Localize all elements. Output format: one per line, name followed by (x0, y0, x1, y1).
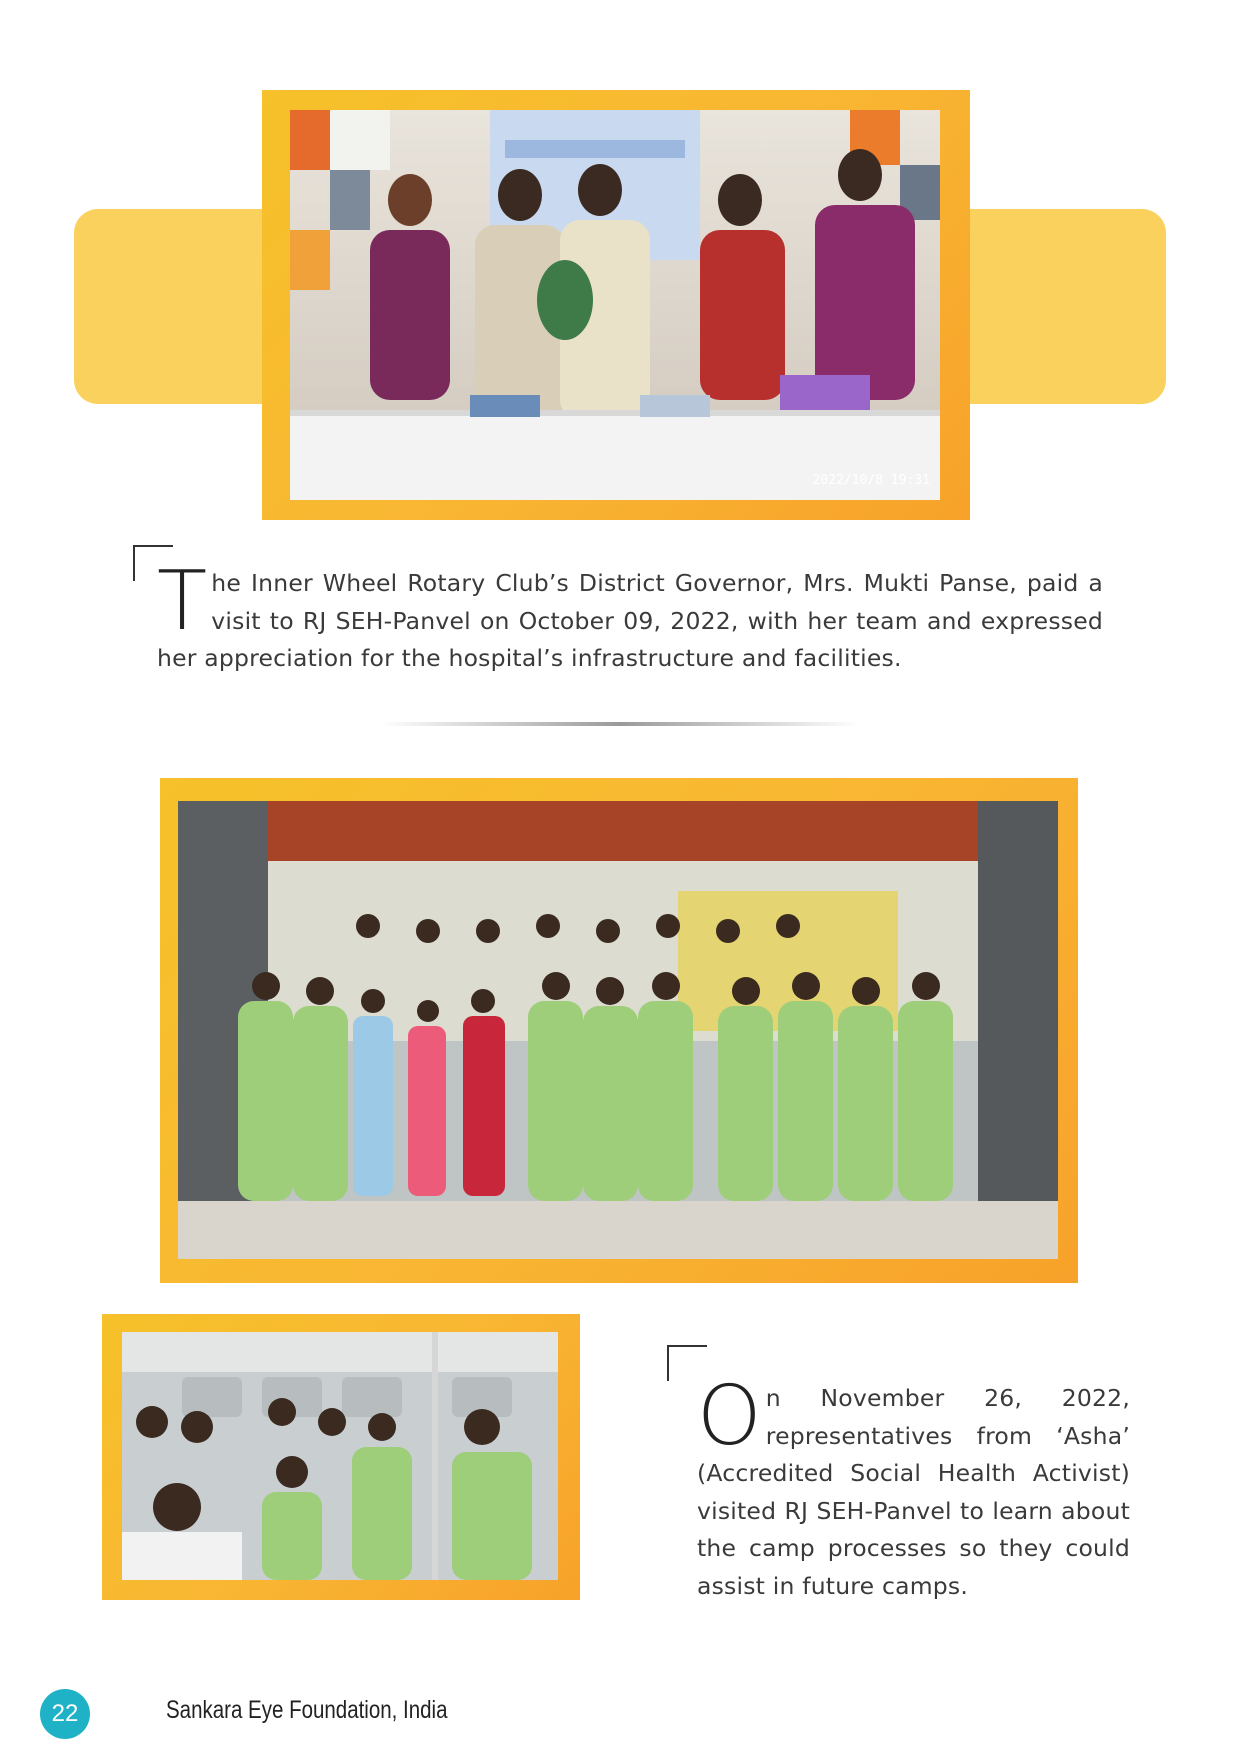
inner-wheel-visit-photo (290, 110, 940, 500)
dropcap-t: T (157, 554, 208, 649)
paragraph-inner-wheel (157, 554, 1103, 678)
paragraph-asha (697, 1369, 1130, 1605)
page-number-badge: 22 (40, 1689, 90, 1739)
photo-frame-3 (102, 1314, 580, 1600)
section-divider (380, 722, 860, 726)
photo-frame-2 (160, 778, 1078, 1283)
paragraph-asha-text: n November 26, 2022, representatives from ‘Asha’ (Accredited Social Health Activist) visited RJ SEH-Panvel to learn about the camp processes so they could assist in future camps. (697, 1384, 1130, 1600)
photo-illustration (290, 110, 940, 500)
photo-timestamp: 2022/10/8 19:31 (812, 473, 930, 488)
asha-bus-photo (122, 1332, 558, 1580)
bus-photo-illustration (122, 1332, 558, 1580)
photo-frame-1 (262, 90, 970, 520)
paragraph-inner-wheel-text: he Inner Wheel Rotary Club’s District Governor, Mrs. Mukti Panse, paid a visit to RJ SEH-Panvel on October 09, 2022, with her team and expressed her appreciation for the hospital’s infrastructure and facilities. (157, 569, 1103, 672)
footer-org-name: Sankara Eye Foundation, India (166, 1696, 448, 1724)
dropcap-o: O (697, 1369, 762, 1464)
group-photo-illustration (178, 801, 1058, 1259)
asha-group-photo (178, 801, 1058, 1259)
